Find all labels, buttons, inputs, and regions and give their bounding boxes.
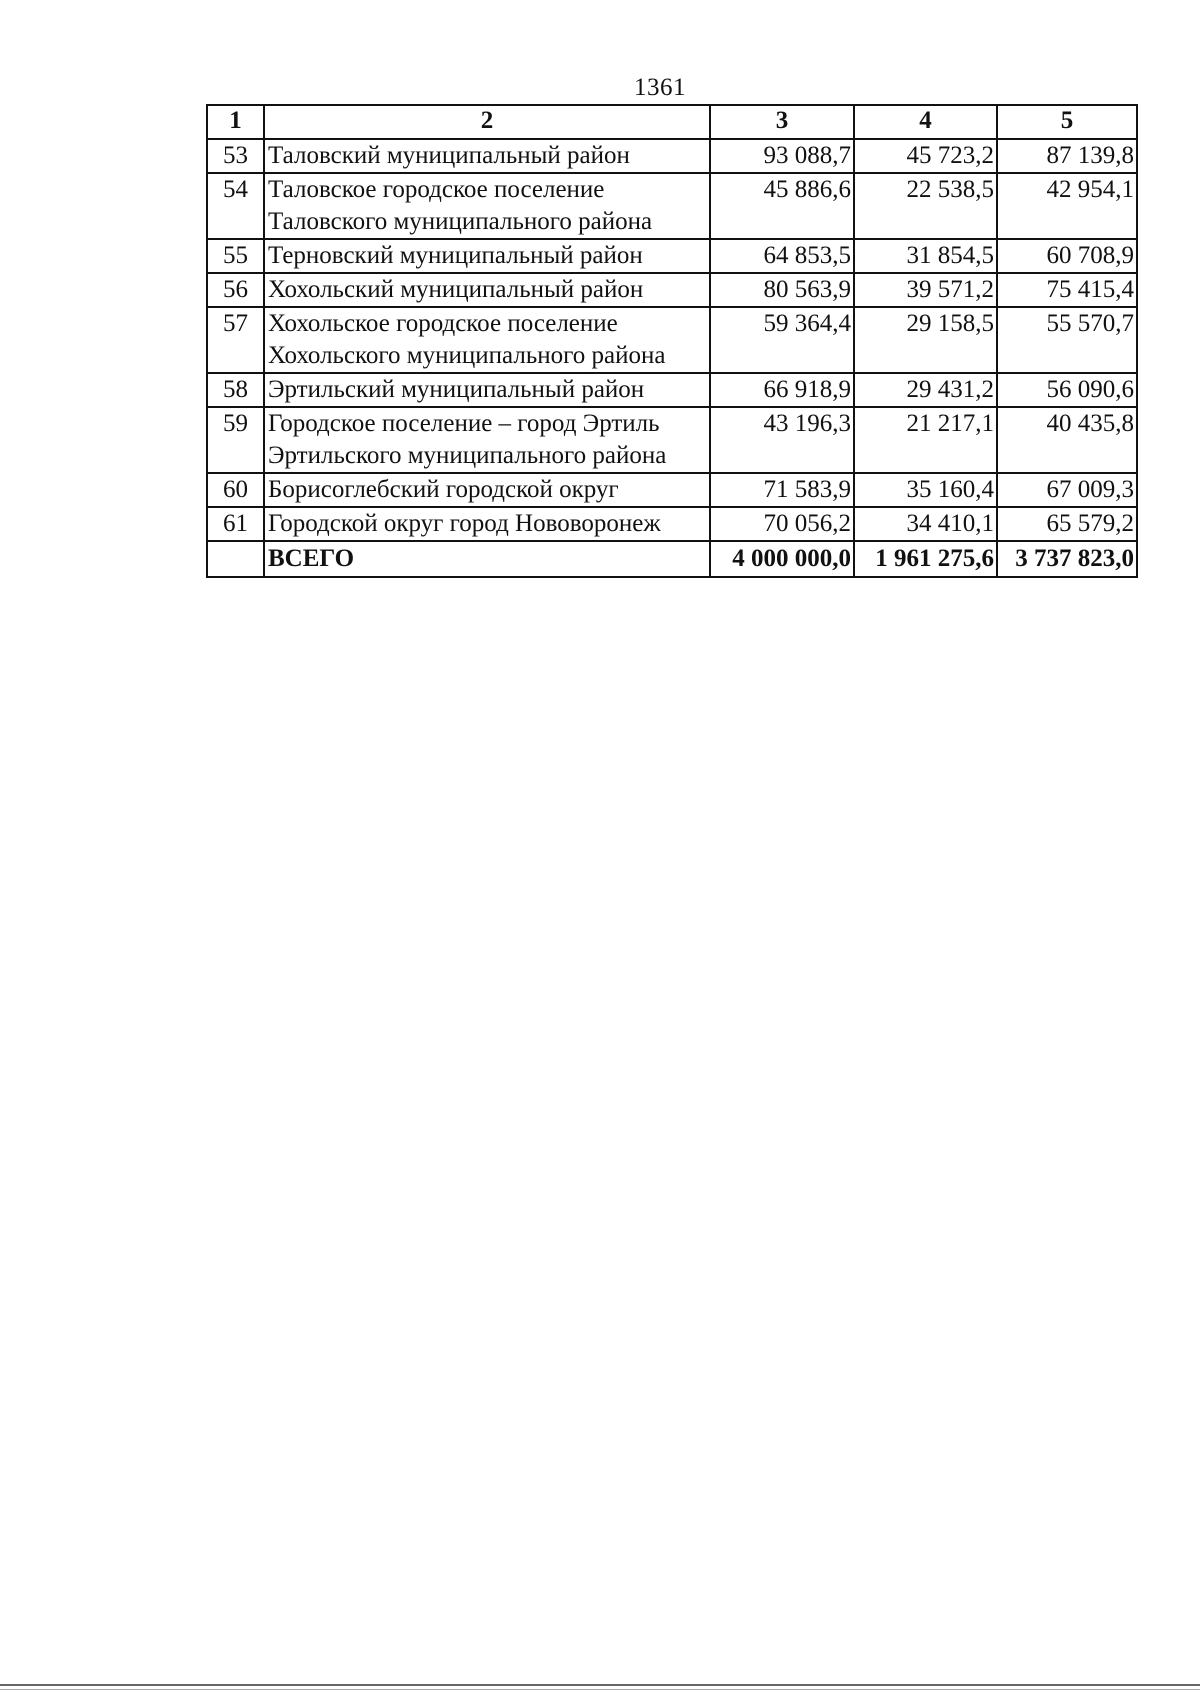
municipality-name: Таловский муниципальный район — [264, 139, 710, 173]
row-number: 53 — [207, 139, 264, 173]
row-number: 58 — [207, 373, 264, 407]
value-col-5: 40 435,8 — [997, 407, 1137, 473]
total-col-4: 1 961 275,6 — [854, 541, 997, 577]
table-row — [207, 139, 1137, 173]
value-col-5: 56 090,6 — [997, 373, 1137, 407]
table-row — [207, 473, 1137, 507]
total-row — [207, 541, 1137, 577]
municipality-name: Городской округ город Нововоронеж — [264, 507, 710, 541]
value-col-5: 87 139,8 — [997, 139, 1137, 173]
table-row — [207, 273, 1137, 307]
table-row — [207, 407, 1137, 473]
value-col-3: 64 853,5 — [710, 239, 854, 273]
column-header-5: 5 — [997, 105, 1137, 139]
row-number: 57 — [207, 307, 264, 373]
table-header-row — [207, 105, 1137, 139]
value-col-3: 70 056,2 — [710, 507, 854, 541]
value-col-3: 80 563,9 — [710, 273, 854, 307]
value-col-3: 59 364,4 — [710, 307, 854, 373]
value-col-3: 71 583,9 — [710, 473, 854, 507]
table-row — [207, 373, 1137, 407]
value-col-4: 35 160,4 — [854, 473, 997, 507]
column-header-3: 3 — [710, 105, 854, 139]
value-col-4: 29 158,5 — [854, 307, 997, 373]
scan-edge-line-secondary — [0, 1689, 1200, 1690]
row-number: 61 — [207, 507, 264, 541]
value-col-4: 31 854,5 — [854, 239, 997, 273]
value-col-4: 29 431,2 — [854, 373, 997, 407]
row-number: 56 — [207, 273, 264, 307]
row-number: 55 — [207, 239, 264, 273]
value-col-3: 45 886,6 — [710, 173, 854, 239]
table-row — [207, 307, 1137, 373]
total-col-5: 3 737 823,0 — [997, 541, 1137, 577]
value-col-5: 67 009,3 — [997, 473, 1137, 507]
municipality-name: Хохольский муниципальный район — [264, 273, 710, 307]
value-col-4: 22 538,5 — [854, 173, 997, 239]
total-col-3: 4 000 000,0 — [710, 541, 854, 577]
value-col-5: 55 570,7 — [997, 307, 1137, 373]
municipality-name: Эртильский муниципальный район — [264, 373, 710, 407]
row-number: 59 — [207, 407, 264, 473]
scan-edge-line — [0, 1684, 1200, 1686]
value-col-5: 65 579,2 — [997, 507, 1137, 541]
value-col-3: 93 088,7 — [710, 139, 854, 173]
page-number: 1361 — [634, 74, 686, 101]
municipality-name: Таловское городское поселение Таловского муниципального района — [264, 173, 710, 239]
allocation-table — [206, 104, 1138, 578]
value-col-3: 43 196,3 — [710, 407, 854, 473]
table-row — [207, 507, 1137, 541]
table-row — [207, 173, 1137, 239]
value-col-5: 60 708,9 — [997, 239, 1137, 273]
value-col-4: 21 217,1 — [854, 407, 997, 473]
municipality-name: Борисоглебский городской округ — [264, 473, 710, 507]
value-col-4: 39 571,2 — [854, 273, 997, 307]
value-col-4: 34 410,1 — [854, 507, 997, 541]
column-header-4: 4 — [854, 105, 997, 139]
municipality-name: Городское поселение – город Эртиль Эртильского муниципального района — [264, 407, 710, 473]
value-col-5: 75 415,4 — [997, 273, 1137, 307]
total-label: ВСЕГО — [264, 541, 710, 577]
value-col-3: 66 918,9 — [710, 373, 854, 407]
value-col-5: 42 954,1 — [997, 173, 1137, 239]
total-row-number — [207, 541, 264, 577]
value-col-4: 45 723,2 — [854, 139, 997, 173]
municipality-name: Хохольское городское поселение Хохольского муниципального района — [264, 307, 710, 373]
allocation-table-container — [206, 104, 1136, 578]
row-number: 54 — [207, 173, 264, 239]
table-row — [207, 239, 1137, 273]
column-header-2: 2 — [264, 105, 710, 139]
column-header-1: 1 — [207, 105, 264, 139]
row-number: 60 — [207, 473, 264, 507]
municipality-name: Терновский муниципальный район — [264, 239, 710, 273]
